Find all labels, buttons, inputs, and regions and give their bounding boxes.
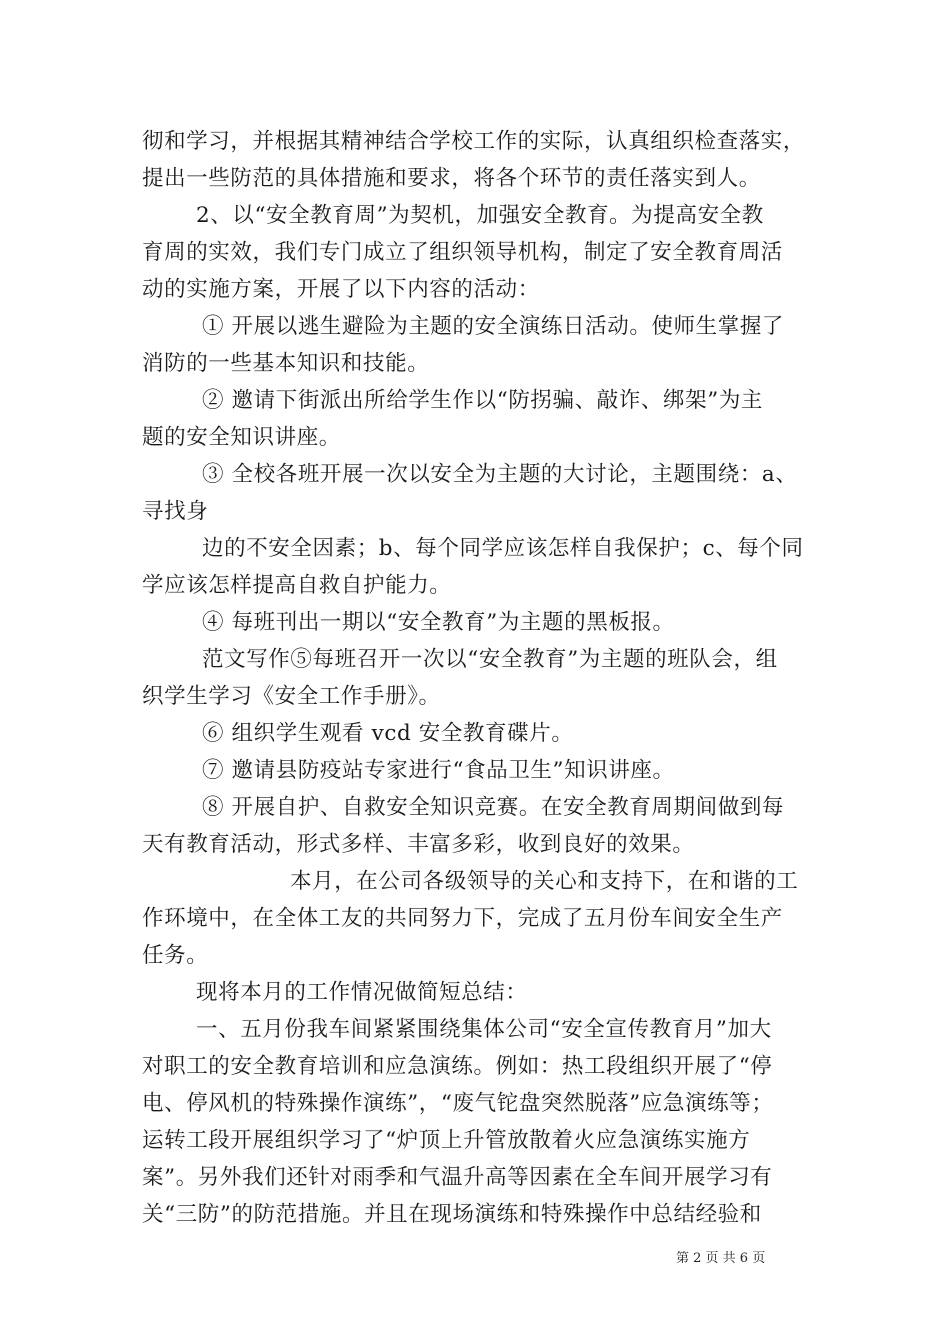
- text-line: ⑦ 邀请县防疫站专家进行“食品卫生”知识讲座。: [202, 758, 675, 783]
- text-line: 题的安全知识讲座。: [142, 425, 341, 450]
- text-line: 对职工的安全教育培训和应急演练。例如：热工段组织开展了“停: [142, 1054, 773, 1079]
- text-line: 运转工段开展组织学习了“炉顶上升管放散着火应急演练实施方: [142, 1128, 751, 1153]
- text-line: 案”。另外我们还针对雨季和气温升高等因素在全车间开展学习有: [142, 1165, 773, 1190]
- text-line: ⑧ 开展自护、自救安全知识竞赛。在安全教育周期间做到每: [202, 795, 785, 820]
- text-line: ④ 每班刊出一期以“安全教育”为主题的黑板报。: [202, 610, 675, 635]
- text-line: 育周的实效，我们专门成立了组织领导机构，制定了安全教育周活: [142, 240, 783, 265]
- text-line: 任务。: [142, 943, 209, 968]
- text-line: 提出一些防范的具体措施和要求，将各个环节的责任落实到人。: [142, 166, 761, 191]
- text-line: ① 开展以逃生避险为主题的安全演练日活动。使师生掌握了: [202, 314, 785, 339]
- text-line: 作环境中，在全体工友的共同努力下，完成了五月份车间安全生产: [142, 906, 783, 931]
- text-line: 本月，在公司各级领导的关心和支持下，在和谐的工: [290, 869, 799, 894]
- text-line: ② 邀请下街派出所给学生作以“防拐骗、敲诈、绑架”为主: [202, 388, 764, 413]
- text-line: ③ 全校各班开展一次以安全为主题的大讨论，主题围绕：a、: [202, 462, 798, 487]
- text-line: 消防的一些基本知识和技能。: [142, 351, 430, 376]
- text-line: 彻和学习，并根据其精神结合学校工作的实际，认真组织检查落实，: [142, 129, 806, 154]
- text-line: 2、以“安全教育周”为契机，加强安全教育。为提高安全教: [196, 203, 764, 228]
- text-line: 关“三防”的防范措施。并且在现场演练和特殊操作中总结经验和: [142, 1202, 762, 1227]
- text-line: 现将本月的工作情况做简短总结：: [196, 980, 528, 1005]
- text-line: 学应该怎样提高自救自护能力。: [142, 573, 452, 598]
- text-line: 动的实施方案，开展了以下内容的活动：: [142, 277, 540, 302]
- text-line: 范文写作⑤每班召开一次以“安全教育”为主题的班队会，组: [202, 647, 778, 672]
- text-line: 织学生学习《安全工作手册》。: [142, 684, 441, 709]
- text-line: ⑥ 组织学生观看 vcd 安全教育碟片。: [202, 721, 574, 746]
- text-line: 边的不安全因素；b、每个同学应该怎样自我保护；c、每个同: [202, 536, 804, 561]
- text-line: 一、五月份我车间紧紧围绕集体公司“安全宣传教育月”加大: [196, 1017, 772, 1042]
- text-line: 寻找身: [142, 499, 209, 524]
- page-number: 第 2 页 共 6 页: [676, 1251, 766, 1266]
- text-line: 天有教育活动，形式多样、丰富多彩，收到良好的效果。: [142, 832, 695, 857]
- text-line: 电、停风机的特殊操作演练”，“废气铊盘突然脱落”应急演练等；: [142, 1091, 774, 1116]
